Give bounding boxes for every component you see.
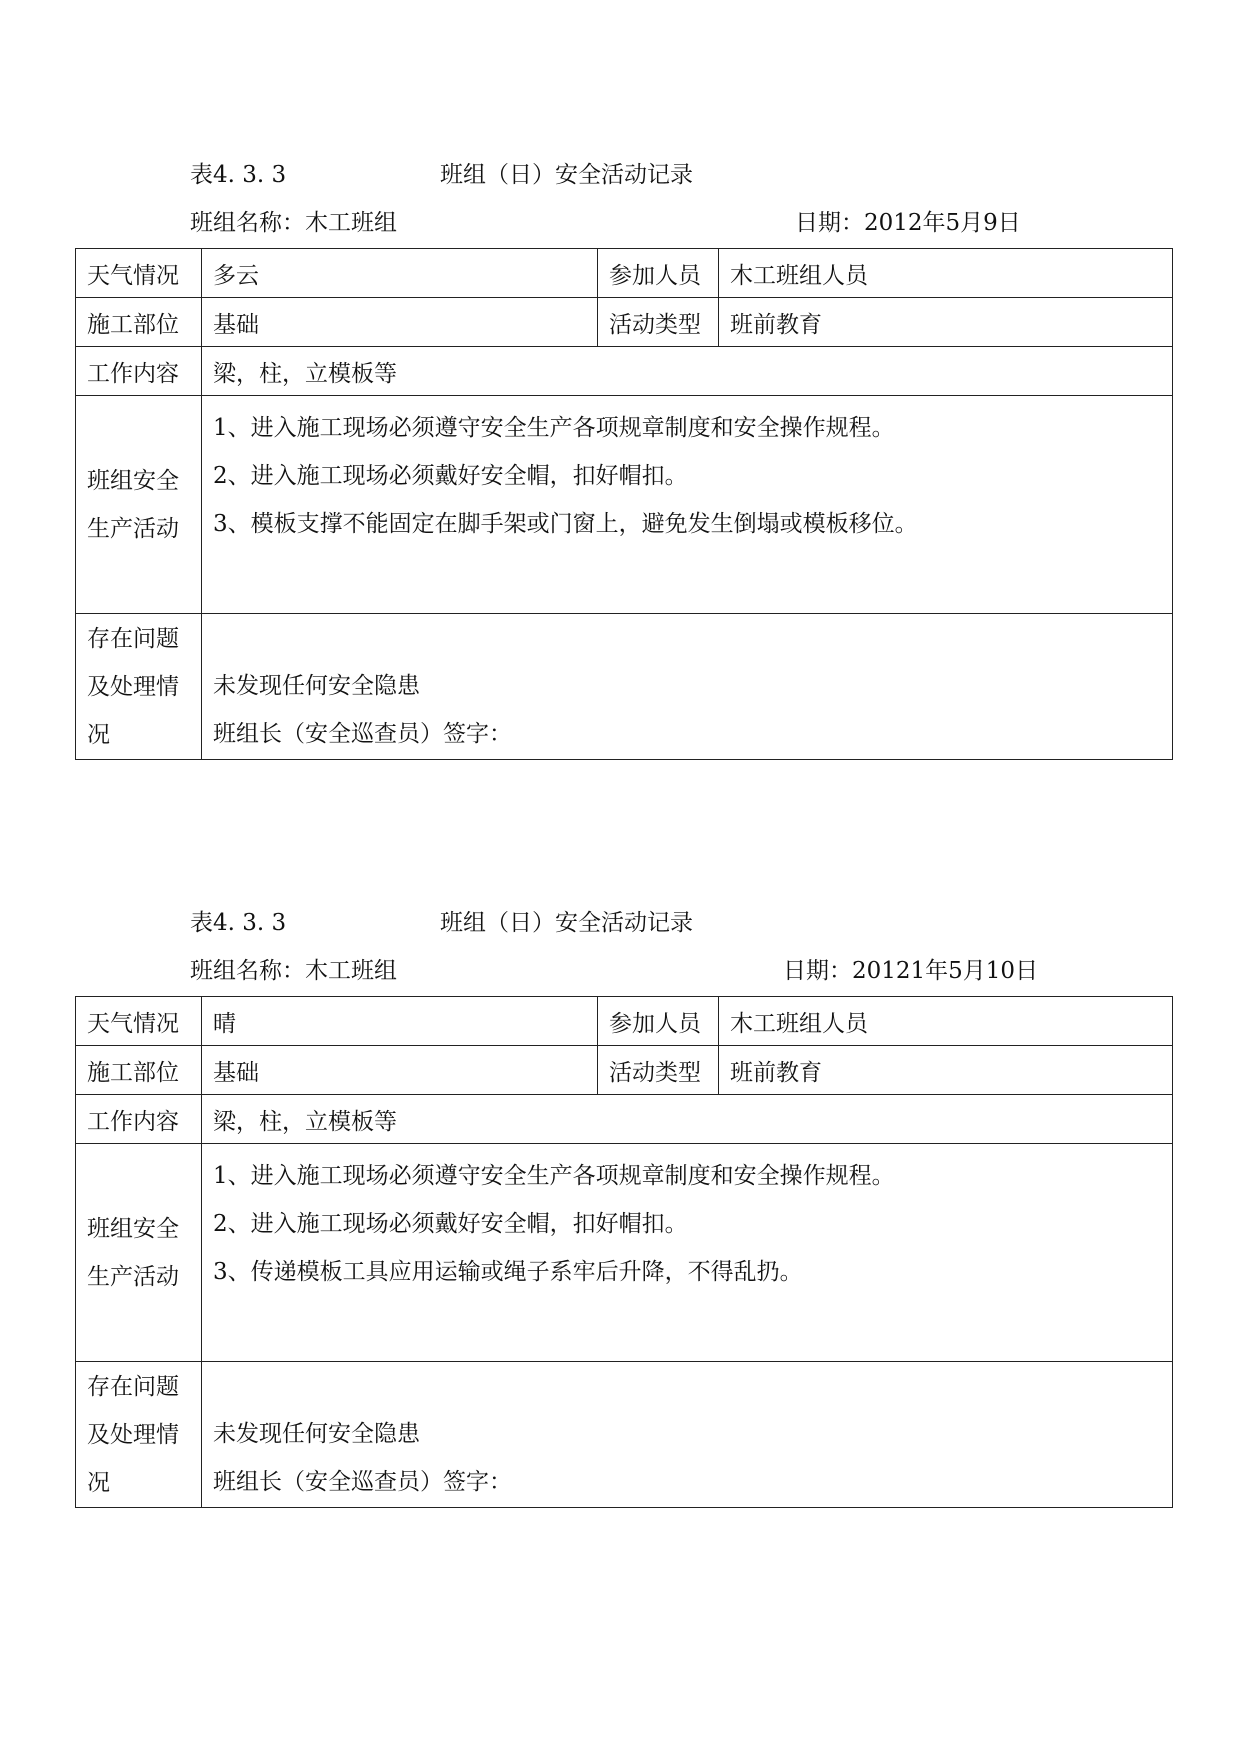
table-row xyxy=(76,347,1173,396)
activity-type-label: 活动类型 xyxy=(598,1046,719,1095)
weather-value: 晴 xyxy=(202,997,598,1046)
safety-activity-content xyxy=(202,396,1173,614)
table-row xyxy=(76,396,1173,614)
participants-label: 参加人员 xyxy=(598,997,719,1046)
weather-value: 多云 xyxy=(202,249,598,298)
doc-code: 表4. 3. 3 xyxy=(190,910,287,936)
issue-label xyxy=(76,614,202,760)
work-label: 工作内容 xyxy=(76,347,202,396)
safety-activity-label xyxy=(76,1144,202,1362)
activity-type-value: 班前教育 xyxy=(719,298,1173,347)
work-label: 工作内容 xyxy=(76,1095,202,1144)
table-row xyxy=(76,1095,1173,1144)
work-value: 梁，柱，立模板等 xyxy=(202,1095,1173,1144)
record-title: 班组（日）安全活动记录 xyxy=(440,910,693,936)
location-label: 施工部位 xyxy=(76,298,202,347)
date-label: 日期： xyxy=(795,210,864,236)
issue-label-line: 及处理情 xyxy=(87,1421,179,1448)
doc-code: 表4. 3. 3 xyxy=(190,162,287,188)
team-name-line xyxy=(190,208,397,238)
activity-type-value: 班前教育 xyxy=(719,1046,1173,1095)
table-row xyxy=(76,1362,1173,1508)
activity-type-label: 活动类型 xyxy=(598,298,719,347)
team-label: 班组名称： xyxy=(190,210,305,236)
issue-label-line: 况 xyxy=(87,721,110,748)
issue-content xyxy=(202,614,1173,760)
table-row xyxy=(76,249,1173,298)
location-value: 基础 xyxy=(202,298,598,347)
participants-value: 木工班组人员 xyxy=(719,249,1173,298)
safety-label-line: 班组安全 xyxy=(87,467,179,494)
issue-label-line: 存在问题 xyxy=(87,1373,179,1400)
issue-value: 未发现任何安全隐患 xyxy=(213,1421,420,1447)
date-value: 2012年5月9日 xyxy=(864,210,1021,236)
safety-item: 1、进入施工现场必须遵守安全生产各项规章制度和安全操作规程。 xyxy=(213,1163,895,1189)
safety-item: 3、传递模板工具应用运输或绳子系牢后升降，不得乱扔。 xyxy=(213,1259,803,1285)
safety-label-line: 生产活动 xyxy=(87,1263,179,1290)
issue-label-line: 况 xyxy=(87,1469,110,1496)
table-row xyxy=(76,1144,1173,1362)
table-row xyxy=(76,298,1173,347)
team-value: 木工班组 xyxy=(305,958,397,984)
signature-label: 班组长（安全巡查员）签字： xyxy=(213,1469,512,1495)
date-value: 20121年5月10日 xyxy=(852,958,1039,984)
safety-label-line: 班组安全 xyxy=(87,1215,179,1242)
team-label: 班组名称： xyxy=(190,958,305,984)
safety-activity-content xyxy=(202,1144,1173,1362)
safety-item: 2、进入施工现场必须戴好安全帽，扣好帽扣。 xyxy=(213,1211,688,1237)
record-table xyxy=(75,996,1173,1508)
date-label: 日期： xyxy=(783,958,852,984)
record-title: 班组（日）安全活动记录 xyxy=(440,162,693,188)
date-line xyxy=(783,956,1038,986)
team-value: 木工班组 xyxy=(305,210,397,236)
record-table xyxy=(75,248,1173,760)
table-row xyxy=(76,1046,1173,1095)
safety-label-line: 生产活动 xyxy=(87,515,179,542)
table-row xyxy=(76,614,1173,760)
issue-value: 未发现任何安全隐患 xyxy=(213,673,420,699)
safety-item: 2、进入施工现场必须戴好安全帽，扣好帽扣。 xyxy=(213,463,688,489)
issue-label-line: 存在问题 xyxy=(87,625,179,652)
location-value: 基础 xyxy=(202,1046,598,1095)
date-line xyxy=(795,208,1021,238)
safety-item: 3、模板支撑不能固定在脚手架或门窗上，避免发生倒塌或模板移位。 xyxy=(213,511,918,537)
safety-activity-label xyxy=(76,396,202,614)
issue-label-line: 及处理情 xyxy=(87,673,179,700)
signature-label: 班组长（安全巡查员）签字： xyxy=(213,721,512,747)
issue-content xyxy=(202,1362,1173,1508)
participants-value: 木工班组人员 xyxy=(719,997,1173,1046)
weather-label: 天气情况 xyxy=(76,997,202,1046)
location-label: 施工部位 xyxy=(76,1046,202,1095)
participants-label: 参加人员 xyxy=(598,249,719,298)
issue-label xyxy=(76,1362,202,1508)
table-row xyxy=(76,997,1173,1046)
work-value: 梁，柱，立模板等 xyxy=(202,347,1173,396)
team-name-line xyxy=(190,956,397,986)
safety-item: 1、进入施工现场必须遵守安全生产各项规章制度和安全操作规程。 xyxy=(213,415,895,441)
weather-label: 天气情况 xyxy=(76,249,202,298)
